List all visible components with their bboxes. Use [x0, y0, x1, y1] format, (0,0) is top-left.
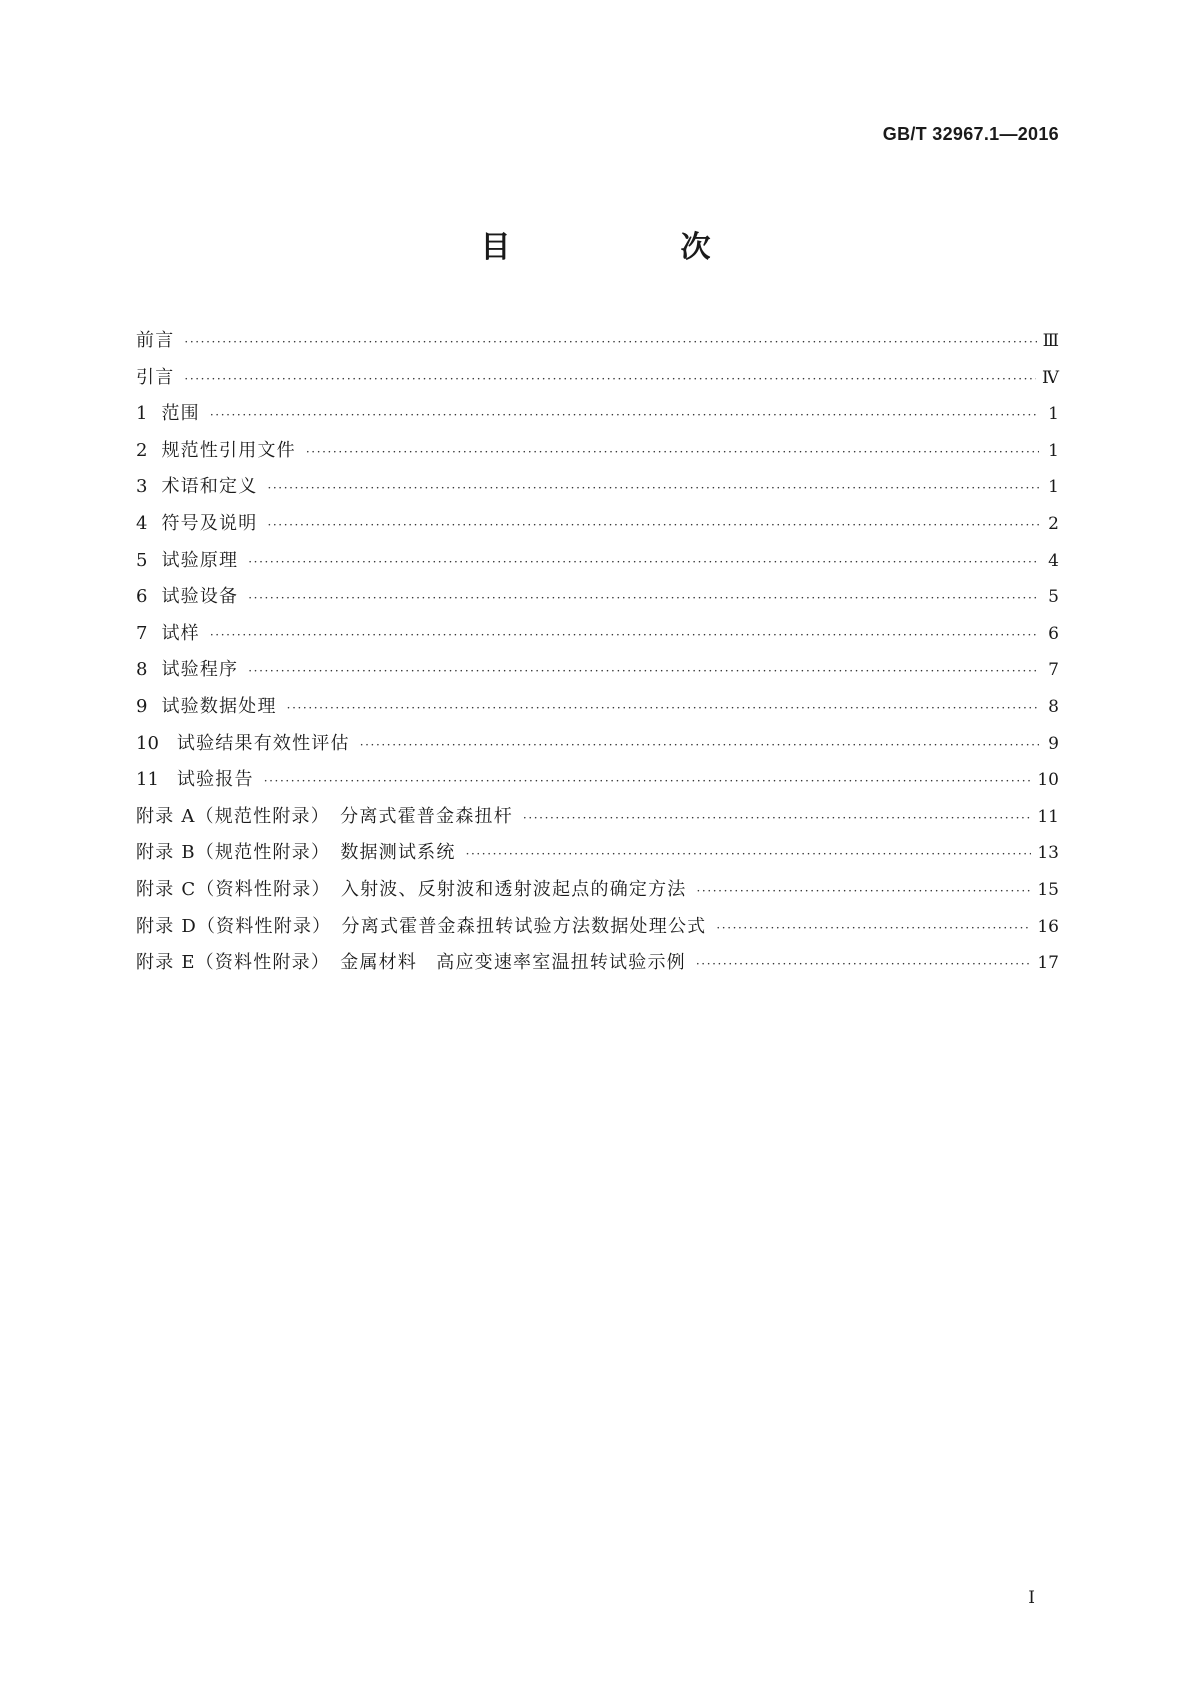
toc-entry-label: 附录 D（资料性附录） 分离式霍普金森扭转试验方法数据处理公式 [136, 915, 707, 937]
toc-entry-number: 6 [136, 586, 148, 608]
page-number: I [1028, 1588, 1035, 1608]
toc-entry-annex-b[interactable] [136, 835, 1059, 872]
toc-entry-label: 试验报告 [176, 769, 254, 791]
toc-entry-page: 15 [1037, 879, 1059, 900]
toc-entry-page: 9 [1048, 733, 1059, 754]
toc-entry-page: 17 [1037, 953, 1059, 974]
toc-entry-label: 试验程序 [161, 659, 239, 681]
dot-leader [267, 470, 1039, 507]
toc-entry-number: 7 [136, 622, 148, 644]
toc-entry-annex-c[interactable] [136, 872, 1059, 909]
toc-entry-page: Ⅳ [1042, 367, 1059, 388]
dot-leader [184, 361, 1036, 398]
dot-leader [696, 946, 1032, 983]
toc-entry-label: 术语和定义 [161, 476, 258, 498]
toc-entry-label: 规范性引用文件 [161, 439, 296, 461]
toc-entry-annex-e[interactable] [136, 945, 1059, 982]
toc-entry-label: 附录 C（资料性附录） 入射波、反射波和透射波起点的确定方法 [136, 878, 687, 900]
toc-entry-page: 6 [1048, 623, 1059, 644]
toc-entry-label: 附录 A（规范性附录） 分离式霍普金森扭杆 [136, 805, 513, 827]
toc-entry-number: 11 [136, 769, 159, 791]
toc-entry-label: 试验数据处理 [161, 695, 277, 717]
toc-entry-label: 试验原理 [161, 549, 239, 571]
toc-entry-label: 引言 [136, 366, 175, 388]
toc-entry-page: 8 [1048, 696, 1059, 717]
toc-entry-page: 4 [1048, 550, 1059, 571]
toc-entry-page: 2 [1048, 513, 1059, 534]
toc-entry-4[interactable] [136, 506, 1059, 543]
toc-entry-9[interactable] [136, 689, 1059, 726]
dot-leader [248, 544, 1039, 581]
toc-entry-1[interactable] [136, 396, 1059, 433]
toc-entry-10[interactable] [136, 726, 1059, 763]
table-of-contents [136, 323, 1059, 982]
toc-entry-page: 1 [1048, 440, 1059, 461]
dot-leader [264, 763, 1032, 800]
toc-entry-page: 13 [1037, 843, 1059, 864]
toc-entry-2[interactable] [136, 433, 1059, 470]
toc-entry-label: 附录 B（规范性附录） 数据测试系统 [136, 842, 456, 864]
toc-entry-number: 2 [136, 439, 148, 461]
dot-leader [184, 324, 1036, 361]
dot-leader [287, 690, 1039, 727]
toc-entry-page: Ⅲ [1042, 331, 1059, 351]
toc-entry-7[interactable] [136, 616, 1059, 653]
toc-entry-6[interactable] [136, 579, 1059, 616]
dot-leader [248, 580, 1039, 617]
toc-entry-annex-a[interactable] [136, 799, 1059, 836]
dot-leader [697, 873, 1032, 910]
toc-entry-3[interactable] [136, 469, 1059, 506]
toc-entry-annex-d[interactable] [136, 909, 1059, 946]
toc-entry-8[interactable] [136, 652, 1059, 689]
dot-leader [210, 617, 1039, 654]
toc-entry-page: 16 [1037, 916, 1059, 937]
toc-entry-page: 5 [1048, 587, 1059, 608]
toc-entry-page: 1 [1048, 477, 1059, 498]
toc-entry-page: 1 [1048, 404, 1059, 425]
toc-entry-label: 附录 E（资料性附录） 金属材料 高应变速率室温扭转试验示例 [136, 952, 686, 974]
toc-entry-label: 范围 [161, 403, 200, 425]
dot-leader [267, 507, 1039, 544]
standard-number: GB/T 32967.1—2016 [882, 124, 1059, 144]
dot-leader [306, 434, 1039, 471]
dot-leader [523, 800, 1031, 837]
dot-leader [466, 836, 1032, 873]
toc-entry-label: 试验设备 [161, 586, 239, 608]
toc-entry-label: 试样 [161, 622, 200, 644]
toc-entry-page: 11 [1037, 806, 1059, 827]
dot-leader [248, 653, 1039, 690]
toc-entry-5[interactable] [136, 543, 1059, 580]
toc-entry-number: 8 [136, 659, 148, 681]
dot-leader [210, 397, 1039, 434]
toc-entry-foreword[interactable] [136, 323, 1059, 360]
toc-entry-number: 10 [136, 732, 159, 754]
toc-entry-number: 9 [136, 695, 148, 717]
toc-entry-number: 4 [136, 512, 148, 534]
toc-entry-number: 3 [136, 476, 148, 498]
toc-entry-label: 试验结果有效性评估 [176, 732, 350, 754]
toc-entry-introduction[interactable] [136, 360, 1059, 397]
toc-title: 目 次 [480, 230, 781, 265]
toc-entry-11[interactable] [136, 762, 1059, 799]
toc-entry-label: 前言 [136, 330, 175, 351]
dot-leader [716, 910, 1031, 947]
dot-leader [360, 727, 1039, 764]
toc-entry-page: 7 [1048, 660, 1059, 681]
toc-entry-label: 符号及说明 [161, 512, 258, 534]
toc-entry-number: 1 [136, 403, 148, 425]
toc-entry-number: 5 [136, 549, 148, 571]
toc-entry-page: 10 [1037, 770, 1059, 791]
